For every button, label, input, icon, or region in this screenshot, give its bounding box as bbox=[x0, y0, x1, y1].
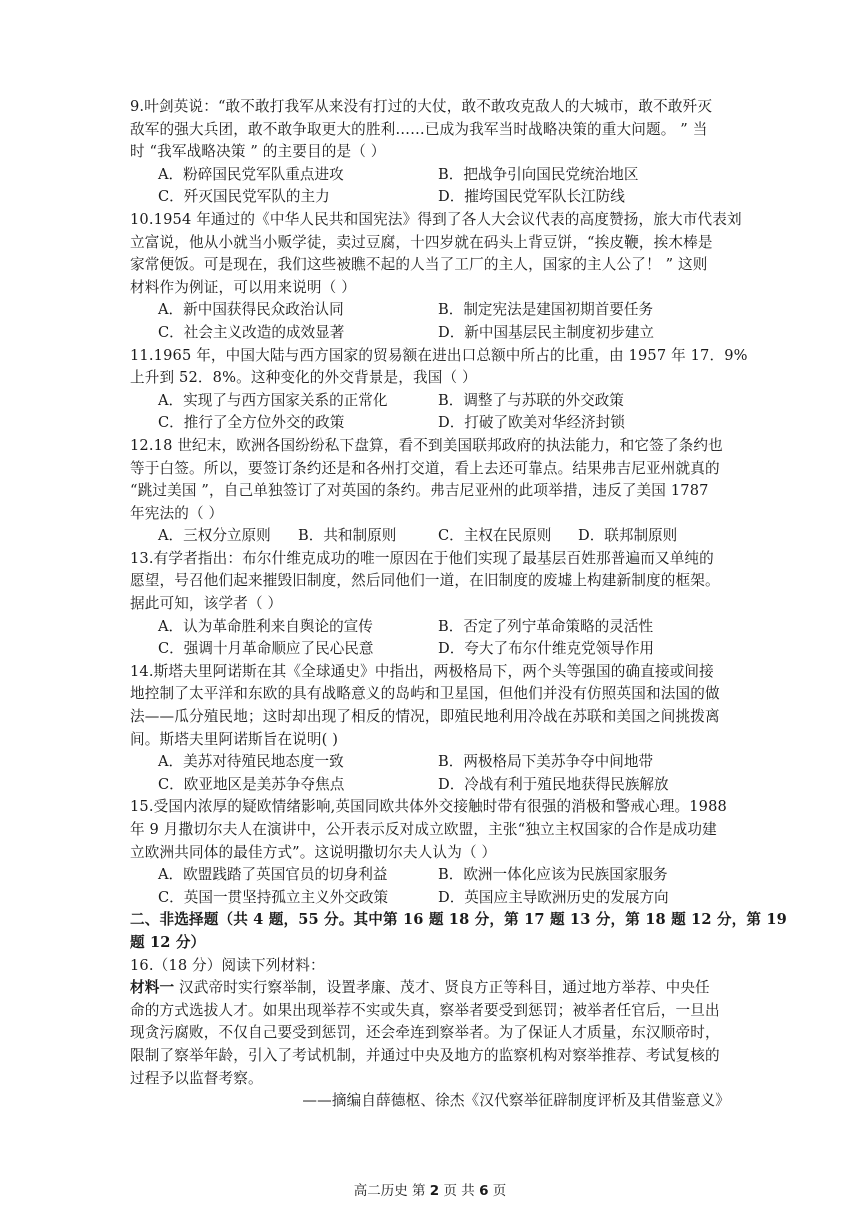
question-9 bbox=[130, 96, 730, 209]
question-text: 11.1965 年，中国大陆与西方国家的贸易额在进出口总额中所占的比重，由 1957 年 17．9% bbox=[130, 346, 748, 364]
options-row bbox=[130, 412, 730, 435]
question-text: 立富说，他从小就当小贩学徒，卖过豆腐，十四岁就在码头上背豆饼，“挨皮鞭，挨木棒是 bbox=[130, 233, 713, 251]
material-line: 过程予以监督考察。 bbox=[130, 1069, 263, 1087]
options-row bbox=[130, 638, 730, 661]
material-line: 命的方式选拔人才。如果出现举荐不实或失真，察举者要受到惩罚；被举者任官后，一旦出 bbox=[130, 1001, 720, 1019]
question-text: 上升到 52．8%。这种变化的外交背景是，我国（ ） bbox=[130, 369, 477, 387]
question-text: 材料作为例证，可以用来说明（ ） bbox=[130, 278, 356, 296]
question-12 bbox=[130, 435, 730, 548]
question-text: 9.叶剑英说：“敢不敢打我军从来没有打过的大仗，敢不敢攻克敌人的大城市，敢不敢歼灭 bbox=[130, 98, 713, 115]
question-text: 法——瓜分殖民地；这时却出现了相反的情况，即殖民地利用冷战在苏联和美国之间挑拨离 bbox=[130, 708, 720, 726]
footer-mid: 页 共 bbox=[439, 1183, 480, 1199]
option-a: A．实现了与西方国家关系的正常化 bbox=[158, 391, 388, 409]
option-c: C．欧亚地区是美苏争夺焦点 bbox=[158, 775, 345, 793]
options-row bbox=[130, 616, 730, 639]
option-c: C．主权在民原则 bbox=[438, 527, 552, 545]
options-row bbox=[130, 164, 730, 187]
option-b: B．把战争引向国民党统治地区 bbox=[438, 165, 639, 183]
footer-page-number: 2 bbox=[429, 1183, 440, 1199]
options-row bbox=[130, 751, 730, 774]
material-line: 现贪污腐败，不仅自己要受到惩罚，还会牵连到察举者。为了保证人才质量，东汉顺帝时， bbox=[130, 1024, 720, 1042]
option-a: A．美苏对待殖民地态度一致 bbox=[158, 753, 344, 771]
question-10 bbox=[130, 209, 742, 345]
options-row bbox=[130, 299, 730, 322]
option-b: B．调整了与苏联的外交政策 bbox=[438, 391, 624, 409]
option-b: B．欧洲一体化应该为民族国家服务 bbox=[438, 866, 668, 884]
option-b: B．两极格局下美苏争夺中间地带 bbox=[438, 753, 654, 771]
option-d: D．联邦制原则 bbox=[578, 527, 678, 545]
footer-prefix: 高二历史 第 bbox=[353, 1183, 430, 1199]
options-row bbox=[130, 864, 730, 887]
question-text: 年宪法的（ ） bbox=[130, 504, 224, 522]
question-13 bbox=[130, 548, 730, 661]
question-14 bbox=[130, 661, 730, 797]
options-row bbox=[130, 525, 730, 548]
options-row bbox=[130, 186, 730, 209]
question-text: 等于白签。所以，要签订条约还是和各州打交道，看上去还可靠点。结果弗吉尼亚州就真的 bbox=[130, 459, 720, 477]
options-row bbox=[130, 774, 730, 797]
material-line: 限制了察举年龄，引入了考试机制，并通过中央及地方的监察机构对察举推荐、考试复核的 bbox=[130, 1046, 720, 1064]
option-c: C．英国一贯坚持孤立主义外交政策 bbox=[158, 888, 389, 906]
option-c: C．社会主义改造的成效显著 bbox=[158, 323, 345, 341]
option-a: A．认为革命胜利来自舆论的宣传 bbox=[158, 617, 373, 635]
option-d: D．打破了欧美对华经济封锁 bbox=[438, 414, 625, 432]
option-c: C．歼灭国民党军队的主力 bbox=[158, 188, 330, 206]
option-d: D．冷战有利于殖民地获得民族解放 bbox=[438, 775, 669, 793]
option-c: C．推行了全方位外交的政策 bbox=[158, 414, 345, 432]
material-source: ——摘编自薛德枢、徐杰《汉代察举征辟制度评析及其借鉴意义》 bbox=[302, 1092, 730, 1110]
question-16 bbox=[130, 955, 730, 1113]
question-15 bbox=[130, 796, 730, 909]
section-heading-text: 题 12 分） bbox=[130, 933, 206, 951]
section-heading-text: 二、非选择题（共 4 题，55 分。其中第 16 题 18 分，第 17 题 13 分，第 18 题 12 分，第 19 bbox=[130, 911, 787, 929]
option-d: D．夸大了布尔什维克党领导作用 bbox=[438, 640, 655, 658]
question-text: 间。斯塔夫里阿诺斯旨在说明( ) bbox=[130, 730, 339, 748]
option-b: B．制定宪法是建国初期首要任务 bbox=[438, 301, 654, 319]
exam-page bbox=[130, 96, 787, 1113]
options-row bbox=[130, 887, 730, 910]
option-a: A．欧盟践踏了英国官员的切身利益 bbox=[158, 866, 388, 884]
option-b: B．否定了列宁革命策略的灵活性 bbox=[438, 617, 654, 635]
option-d: D．新中国基层民主制度初步建立 bbox=[438, 323, 655, 341]
question-text: 12.18 世纪末，欧洲各国纷纷私下盘算，看不到美国联邦政府的执法能力，和它签了条约也 bbox=[130, 436, 723, 454]
question-text: 地控制了太平洋和东欧的具有战略意义的岛屿和卫星国，但他们并没有仿照英国和法国的做 bbox=[130, 685, 720, 703]
option-a: A．三权分立原则 bbox=[158, 527, 271, 545]
question-text: 14.斯塔夫里阿诺斯在其《全球通史》中指出，两极格局下，两个头等强国的确直接或间接 bbox=[130, 662, 714, 680]
question-text: 13.有学者指出：布尔什维克成功的唯一原因在于他们实现了最基层百姓那普遍而又单纯的 bbox=[130, 549, 714, 567]
question-text: 15.受国内浓厚的疑欧情绪影响,英国同欧共体外交接触时带有很强的消极和警戒心理。1988 bbox=[130, 798, 727, 816]
question-text: 家常便饭。可是现在，我们这些被瞧不起的人当了工厂的主人，国家的主人公了！ ” 这则 bbox=[130, 256, 708, 274]
question-text: 据此可知，该学者（ ） bbox=[130, 595, 283, 613]
question-text: 立欧洲共同体的最佳方式”。这说明撒切尔夫人认为（ ） bbox=[130, 843, 497, 861]
question-text: 敌军的强大兵团，敢不敢争取更大的胜利……已成为我军当时战略决策的重大问题。 ” 当 bbox=[130, 120, 708, 138]
question-text: 时 “我军战略决策 ” 的主要目的是（ ） bbox=[130, 143, 386, 161]
material-text: 汉武帝时实行察举制，设置孝廉、茂才、贤良方正等科目，通过地方举荐、中央任 bbox=[174, 979, 710, 997]
question-text: 年 9 月撒切尔夫人在演讲中，公开表示反对成立欧盟，主张“独立主权国家的合作是成功建 bbox=[130, 821, 717, 838]
material-line bbox=[130, 977, 730, 1000]
section-2-heading bbox=[130, 909, 787, 954]
page-footer bbox=[0, 1179, 860, 1199]
option-a: A．新中国获得民众政治认同 bbox=[158, 301, 344, 319]
options-row bbox=[130, 322, 730, 345]
question-text: 愿望，号召他们起来摧毁旧制度，然后同他们一道，在旧制度的废墟上构建新制度的框架。 bbox=[130, 572, 720, 590]
option-d: D．摧垮国民党军队长江防线 bbox=[438, 188, 625, 206]
option-b: B．共和制原则 bbox=[298, 527, 397, 545]
question-text: “跳过美国 ”，自己单独签订了对英国的条约。弗吉尼亚州的此项举措，违反了美国 1787 bbox=[130, 482, 709, 500]
option-a: A．粉碎国民党军队重点进攻 bbox=[158, 165, 344, 183]
footer-suffix: 页 bbox=[488, 1183, 507, 1199]
option-d: D．英国应主导欧洲历史的发展方向 bbox=[438, 888, 669, 906]
question-intro: 16.（18 分）阅读下列材料： bbox=[130, 956, 325, 974]
question-text: 10.1954 年通过的《中华人民共和国宪法》得到了各人大会议代表的高度赞扬，旅大市代表刘 bbox=[130, 210, 742, 228]
material-label: 材料一 bbox=[130, 979, 175, 997]
options-row bbox=[130, 390, 730, 413]
question-11 bbox=[130, 345, 748, 435]
footer-total-pages: 6 bbox=[479, 1183, 489, 1199]
option-c: C．强调十月革命顺应了民心民意 bbox=[158, 640, 374, 658]
